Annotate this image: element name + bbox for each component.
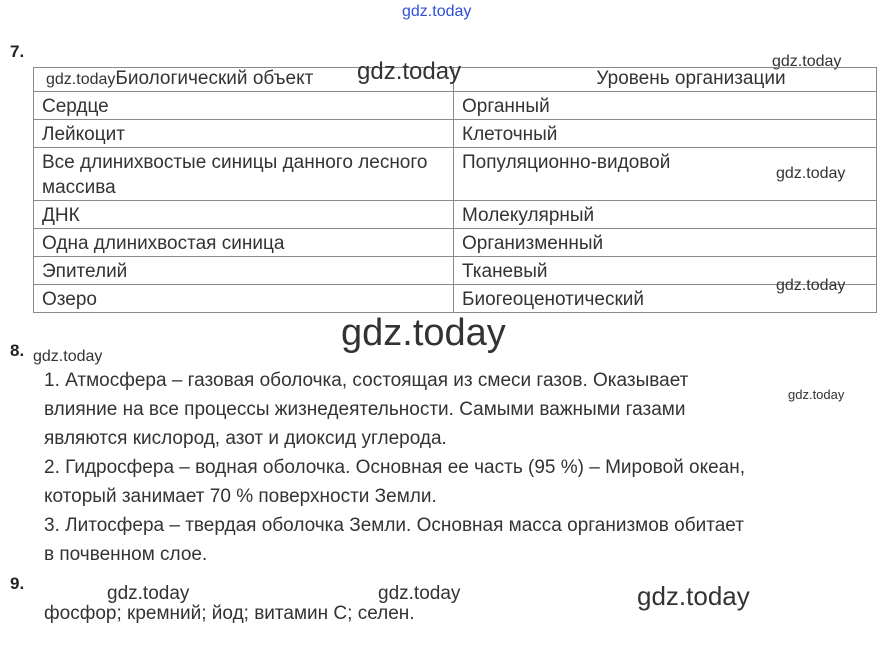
watermark: gdz.today xyxy=(46,71,116,88)
watermark: gdz.today xyxy=(107,583,190,604)
table-row xyxy=(34,229,877,257)
table-cell-level: Биогеоценотический xyxy=(454,285,877,313)
watermark: gdz.today xyxy=(788,387,845,402)
table-cell-level: Клеточный xyxy=(454,120,877,148)
answer8-line: 3. Литосфера – твердая оболочка Земли. Основная масса организмов обитает xyxy=(44,515,744,536)
table-cell-level: Популяционно-видовой xyxy=(454,148,877,201)
table-header-cell xyxy=(454,68,877,92)
table-row xyxy=(34,120,877,148)
table-row xyxy=(34,92,877,120)
answer8-line: в почвенном слое. xyxy=(44,544,208,565)
table-cell-object: Сердце xyxy=(34,92,454,120)
organization-levels-table xyxy=(33,67,877,313)
answer8-line: 2. Гидросфера – водная оболочка. Основная ее часть (95 %) – Мировой океан, xyxy=(44,457,745,478)
task-number-7: 7. xyxy=(10,42,25,61)
watermark: gdz.today xyxy=(637,581,750,611)
watermark: gdz.today xyxy=(33,348,103,365)
table-cell-level: Тканевый xyxy=(454,257,877,285)
task-number-8: 8. xyxy=(10,341,25,360)
table-cell-level: Организменный xyxy=(454,229,877,257)
table-row xyxy=(34,257,877,285)
table-cell-object: ДНК xyxy=(34,201,454,229)
table-row xyxy=(34,285,877,313)
table-cell-level: Органный xyxy=(454,92,877,120)
answer8-line: являются кислород, азот и диоксид углерода. xyxy=(44,428,447,449)
table-row xyxy=(34,201,877,229)
watermark: gdz.today xyxy=(776,277,846,294)
watermark: gdz.today xyxy=(402,3,472,20)
header-level: Уровень организации xyxy=(596,68,786,89)
table-cell-object: Все длинихвостые синицы данного лесного массива xyxy=(34,148,454,201)
table-cell-object: Одна длинихвостая синица xyxy=(34,229,454,257)
table-cell-level: Молекулярный xyxy=(454,201,877,229)
answer8-line: 1. Атмосфера – газовая оболочка, состоящая из смеси газов. Оказывает xyxy=(44,370,689,391)
watermark: gdz.today xyxy=(378,583,461,604)
header-object: Биологический объект xyxy=(115,68,314,89)
watermark: gdz.today xyxy=(357,58,462,85)
table-cell-object: Озеро xyxy=(34,285,454,313)
table-cell-object: Эпителий xyxy=(34,257,454,285)
answer8-line: влияние на все процессы жизнедеятельности. Самыми важными газами xyxy=(44,399,686,420)
answer9-text: фосфор; кремний; йод; витамин С; селен. xyxy=(44,603,415,624)
answer8-line: который занимает 70 % поверхности Земли. xyxy=(44,486,437,507)
watermark: gdz.today xyxy=(772,53,842,70)
table-cell-object: Лейкоцит xyxy=(34,120,454,148)
table-row xyxy=(34,148,877,201)
task-number-9: 9. xyxy=(10,574,25,593)
watermark: gdz.today xyxy=(776,165,846,182)
watermark: gdz.today xyxy=(341,312,506,354)
